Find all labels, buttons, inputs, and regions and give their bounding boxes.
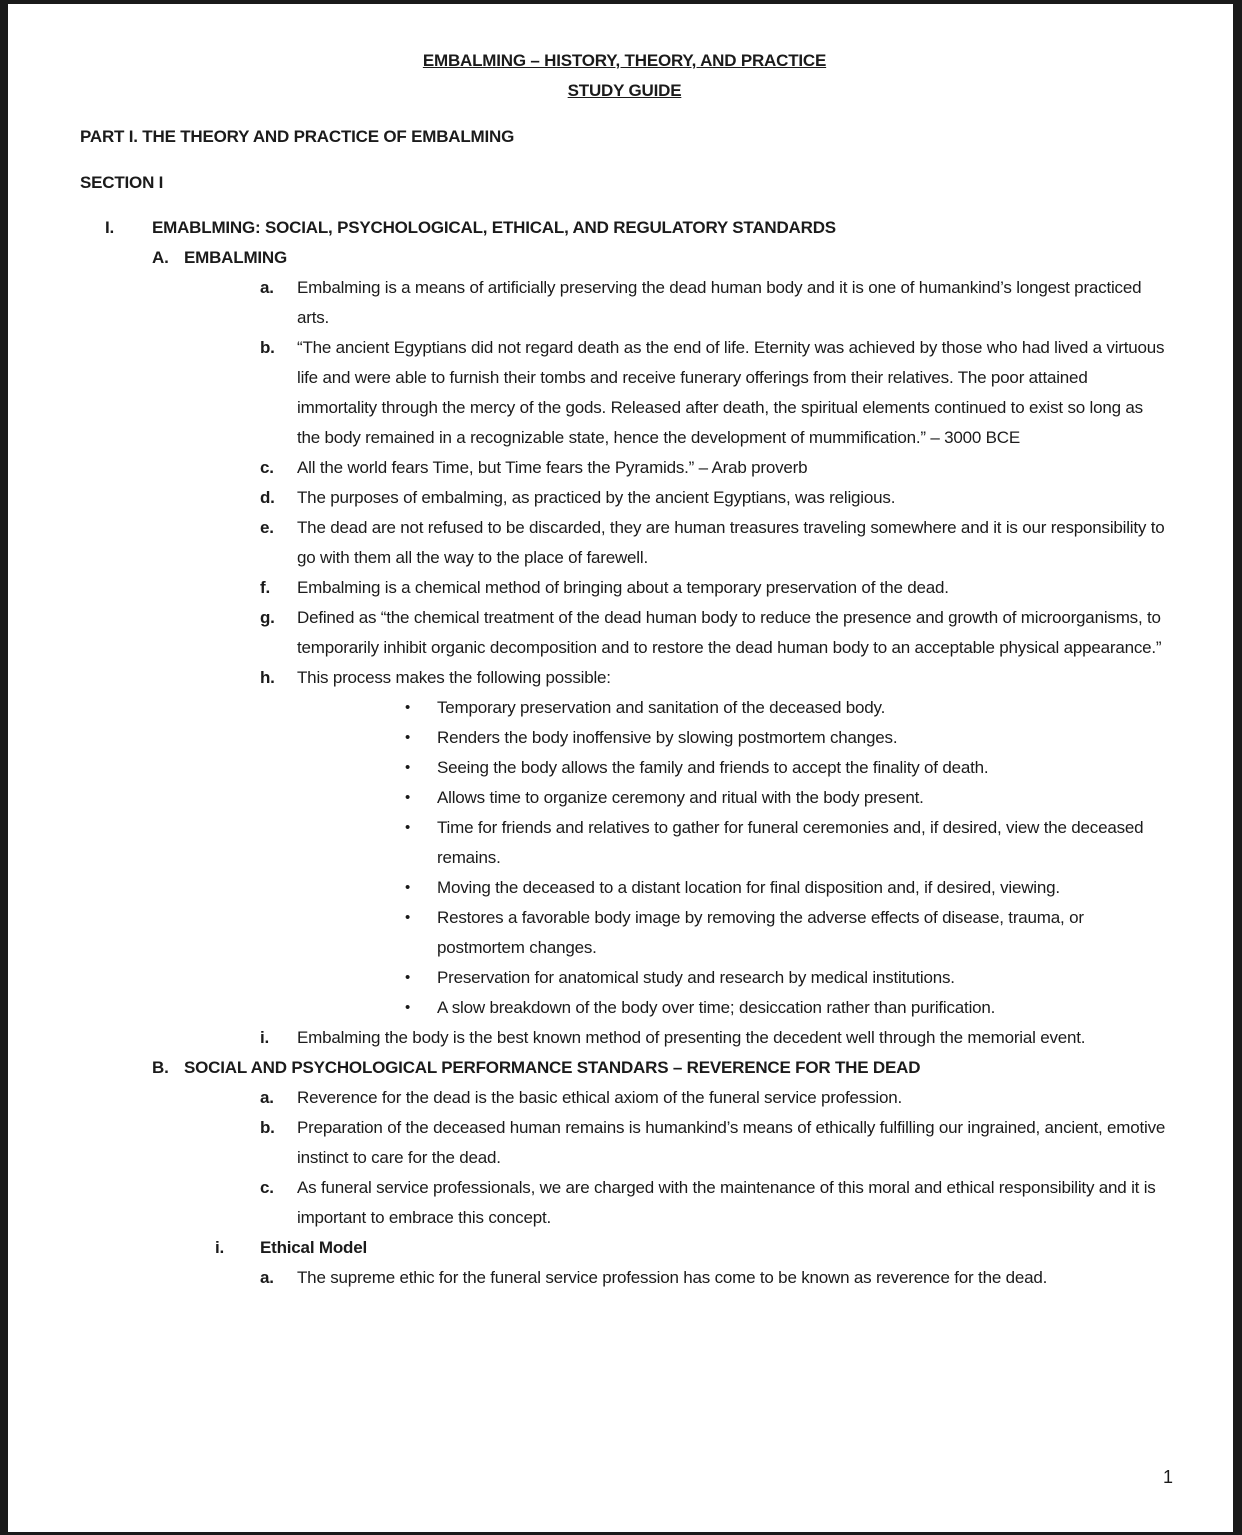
bullet-item <box>80 693 1169 723</box>
bullet-icon: • <box>405 789 411 806</box>
bullet-text: Moving the deceased to a distant location for final disposition and, if desired, viewing. <box>437 878 1060 897</box>
list-item-ethical-a <box>80 1263 1169 1293</box>
page-number: 1 <box>1162 1467 1173 1487</box>
bullet-item <box>80 753 1169 783</box>
list-item-e <box>80 513 1169 573</box>
list-item-text: Embalming is a means of artificially preserving the dead human body and it is one of humankind’s longest practiced arts. <box>297 278 1142 327</box>
outline-label-B: B. <box>152 1058 169 1077</box>
bullet-item <box>80 813 1169 873</box>
outline-heading-I <box>80 213 1169 243</box>
bullet-icon: • <box>405 879 411 896</box>
list-item-B-c <box>80 1173 1169 1233</box>
list-item-text: Embalming the body is the best known method of presenting the decedent well through the memorial event. <box>297 1028 1086 1047</box>
list-item-B-a <box>80 1083 1169 1113</box>
bullet-text: Time for friends and relatives to gather for funeral ceremonies and, if desired, view the deceased remains. <box>437 818 1144 867</box>
bullet-text: Restores a favorable body image by removing the adverse effects of disease, trauma, or postmortem changes. <box>437 908 1084 957</box>
bullet-text: Temporary preservation and sanitation of the deceased body. <box>437 698 886 717</box>
outline-title-A: EMBALMING <box>184 248 288 267</box>
list-item-f <box>80 573 1169 603</box>
list-item-label: d. <box>260 488 275 507</box>
list-item-label: c. <box>260 1178 274 1197</box>
bullet-text: A slow breakdown of the body over time; desiccation rather than purification. <box>437 998 996 1017</box>
list-item-text: As funeral service professionals, we are charged with the maintenance of this moral and ethical responsibility and it is important to embrace this concept. <box>297 1178 1156 1227</box>
bullet-text: Preservation for anatomical study and research by medical institutions. <box>437 968 955 987</box>
list-item-text: All the world fears Time, but Time fears the Pyramids.” – Arab proverb <box>297 458 808 477</box>
outline-heading-B <box>80 1053 1169 1083</box>
list-item-label: b. <box>260 338 275 357</box>
list-item-text: Preparation of the deceased human remains is humankind’s means of ethically fulfilling our ingrained, ancient, emotive instinct to care for the dead. <box>297 1118 1166 1167</box>
list-item-text: This process makes the following possible: <box>297 668 611 687</box>
document-title <box>80 46 1169 76</box>
bullet-text: Allows time to organize ceremony and ritual with the body present. <box>437 788 924 807</box>
bullet-text: Seeing the body allows the family and friends to accept the finality of death. <box>437 758 989 777</box>
list-item-b <box>80 333 1169 453</box>
list-item-label: b. <box>260 1118 275 1137</box>
bullet-icon: • <box>405 759 411 776</box>
list-item-text: Embalming is a chemical method of bringing about a temporary preservation of the dead. <box>297 578 949 597</box>
list-item-label: a. <box>260 278 274 297</box>
list-item-g <box>80 603 1169 663</box>
document-subtitle <box>80 76 1169 106</box>
bullet-icon: • <box>405 999 411 1016</box>
list-item-d <box>80 483 1169 513</box>
list-item-c <box>80 453 1169 483</box>
document-subtitle-text: STUDY GUIDE <box>567 81 682 100</box>
bullet-item <box>80 723 1169 753</box>
list-item-a <box>80 273 1169 333</box>
document-content <box>8 4 1233 1293</box>
list-item-label: a. <box>260 1268 274 1287</box>
section-heading: SECTION I <box>80 173 164 192</box>
list-item-h <box>80 663 1169 693</box>
list-item-label: a. <box>260 1088 274 1107</box>
bullet-icon: • <box>405 729 411 746</box>
bullet-item <box>80 783 1169 813</box>
bullet-icon: • <box>405 699 411 716</box>
document-page <box>8 4 1233 1532</box>
bullet-text: Renders the body inoffensive by slowing postmortem changes. <box>437 728 898 747</box>
outline-title-I: EMABLMING: SOCIAL, PSYCHOLOGICAL, ETHICAL, AND REGULATORY STANDARDS <box>152 218 836 237</box>
list-item-i <box>80 1023 1169 1053</box>
list-item-text: The purposes of embalming, as practiced by the ancient Egyptians, was religious. <box>297 488 896 507</box>
list-item-text: Defined as “the chemical treatment of the dead human body to reduce the presence and growth of microorganisms, to temporarily inhibit organic decomposition and to restore the dead human body to an acceptable physical appearance.” <box>297 608 1162 657</box>
outline-title-B: SOCIAL AND PSYCHOLOGICAL PERFORMANCE STANDARS – REVERENCE FOR THE DEAD <box>184 1058 921 1077</box>
list-item-label: e. <box>260 518 274 537</box>
bullet-icon: • <box>405 819 411 836</box>
list-item-text: The dead are not refused to be discarded, they are human treasures traveling somewhere and it is our responsibility to go with them all the way to the place of farewell. <box>297 518 1165 567</box>
list-item-label: h. <box>260 668 275 687</box>
list-item-label: i. <box>260 1028 270 1047</box>
title-block <box>80 46 1169 106</box>
bullet-item <box>80 993 1169 1023</box>
outline-sub-title: Ethical Model <box>260 1238 367 1257</box>
list-item-B-b <box>80 1113 1169 1173</box>
list-item-text: Reverence for the dead is the basic ethical axiom of the funeral service profession. <box>297 1088 902 1107</box>
outline-subheading-ethical-model <box>80 1233 1169 1263</box>
bullet-icon: • <box>405 909 411 926</box>
bullet-item <box>80 903 1169 963</box>
outline-sub-label: i. <box>215 1238 225 1257</box>
document-title-text: EMBALMING – HISTORY, THEORY, AND PRACTICE <box>422 51 827 70</box>
outline-label-I: I. <box>105 218 115 237</box>
part-heading: PART I. THE THEORY AND PRACTICE OF EMBALMING <box>80 127 515 146</box>
list-item-label: c. <box>260 458 274 477</box>
bullet-item <box>80 873 1169 903</box>
list-item-text: The supreme ethic for the funeral service profession has come to be known as reverence for the dead. <box>297 1268 1048 1287</box>
outline-label-A: A. <box>152 248 169 267</box>
bullet-icon: • <box>405 969 411 986</box>
list-item-label: f. <box>260 578 270 597</box>
outline-heading-A <box>80 243 1169 273</box>
bullet-item <box>80 963 1169 993</box>
list-item-label: g. <box>260 608 275 627</box>
list-item-text: “The ancient Egyptians did not regard death as the end of life. Eternity was achieved by those who had lived a virtuous life and were able to furnish their tombs and receive funerary offerings from their relatives. The poor attained immortality through the mercy of the gods. Released after death, the spiritual elements continued to exist so long as the body remained in a recognizable state, hence the development of mummification.” – 3000 BCE <box>297 338 1165 447</box>
